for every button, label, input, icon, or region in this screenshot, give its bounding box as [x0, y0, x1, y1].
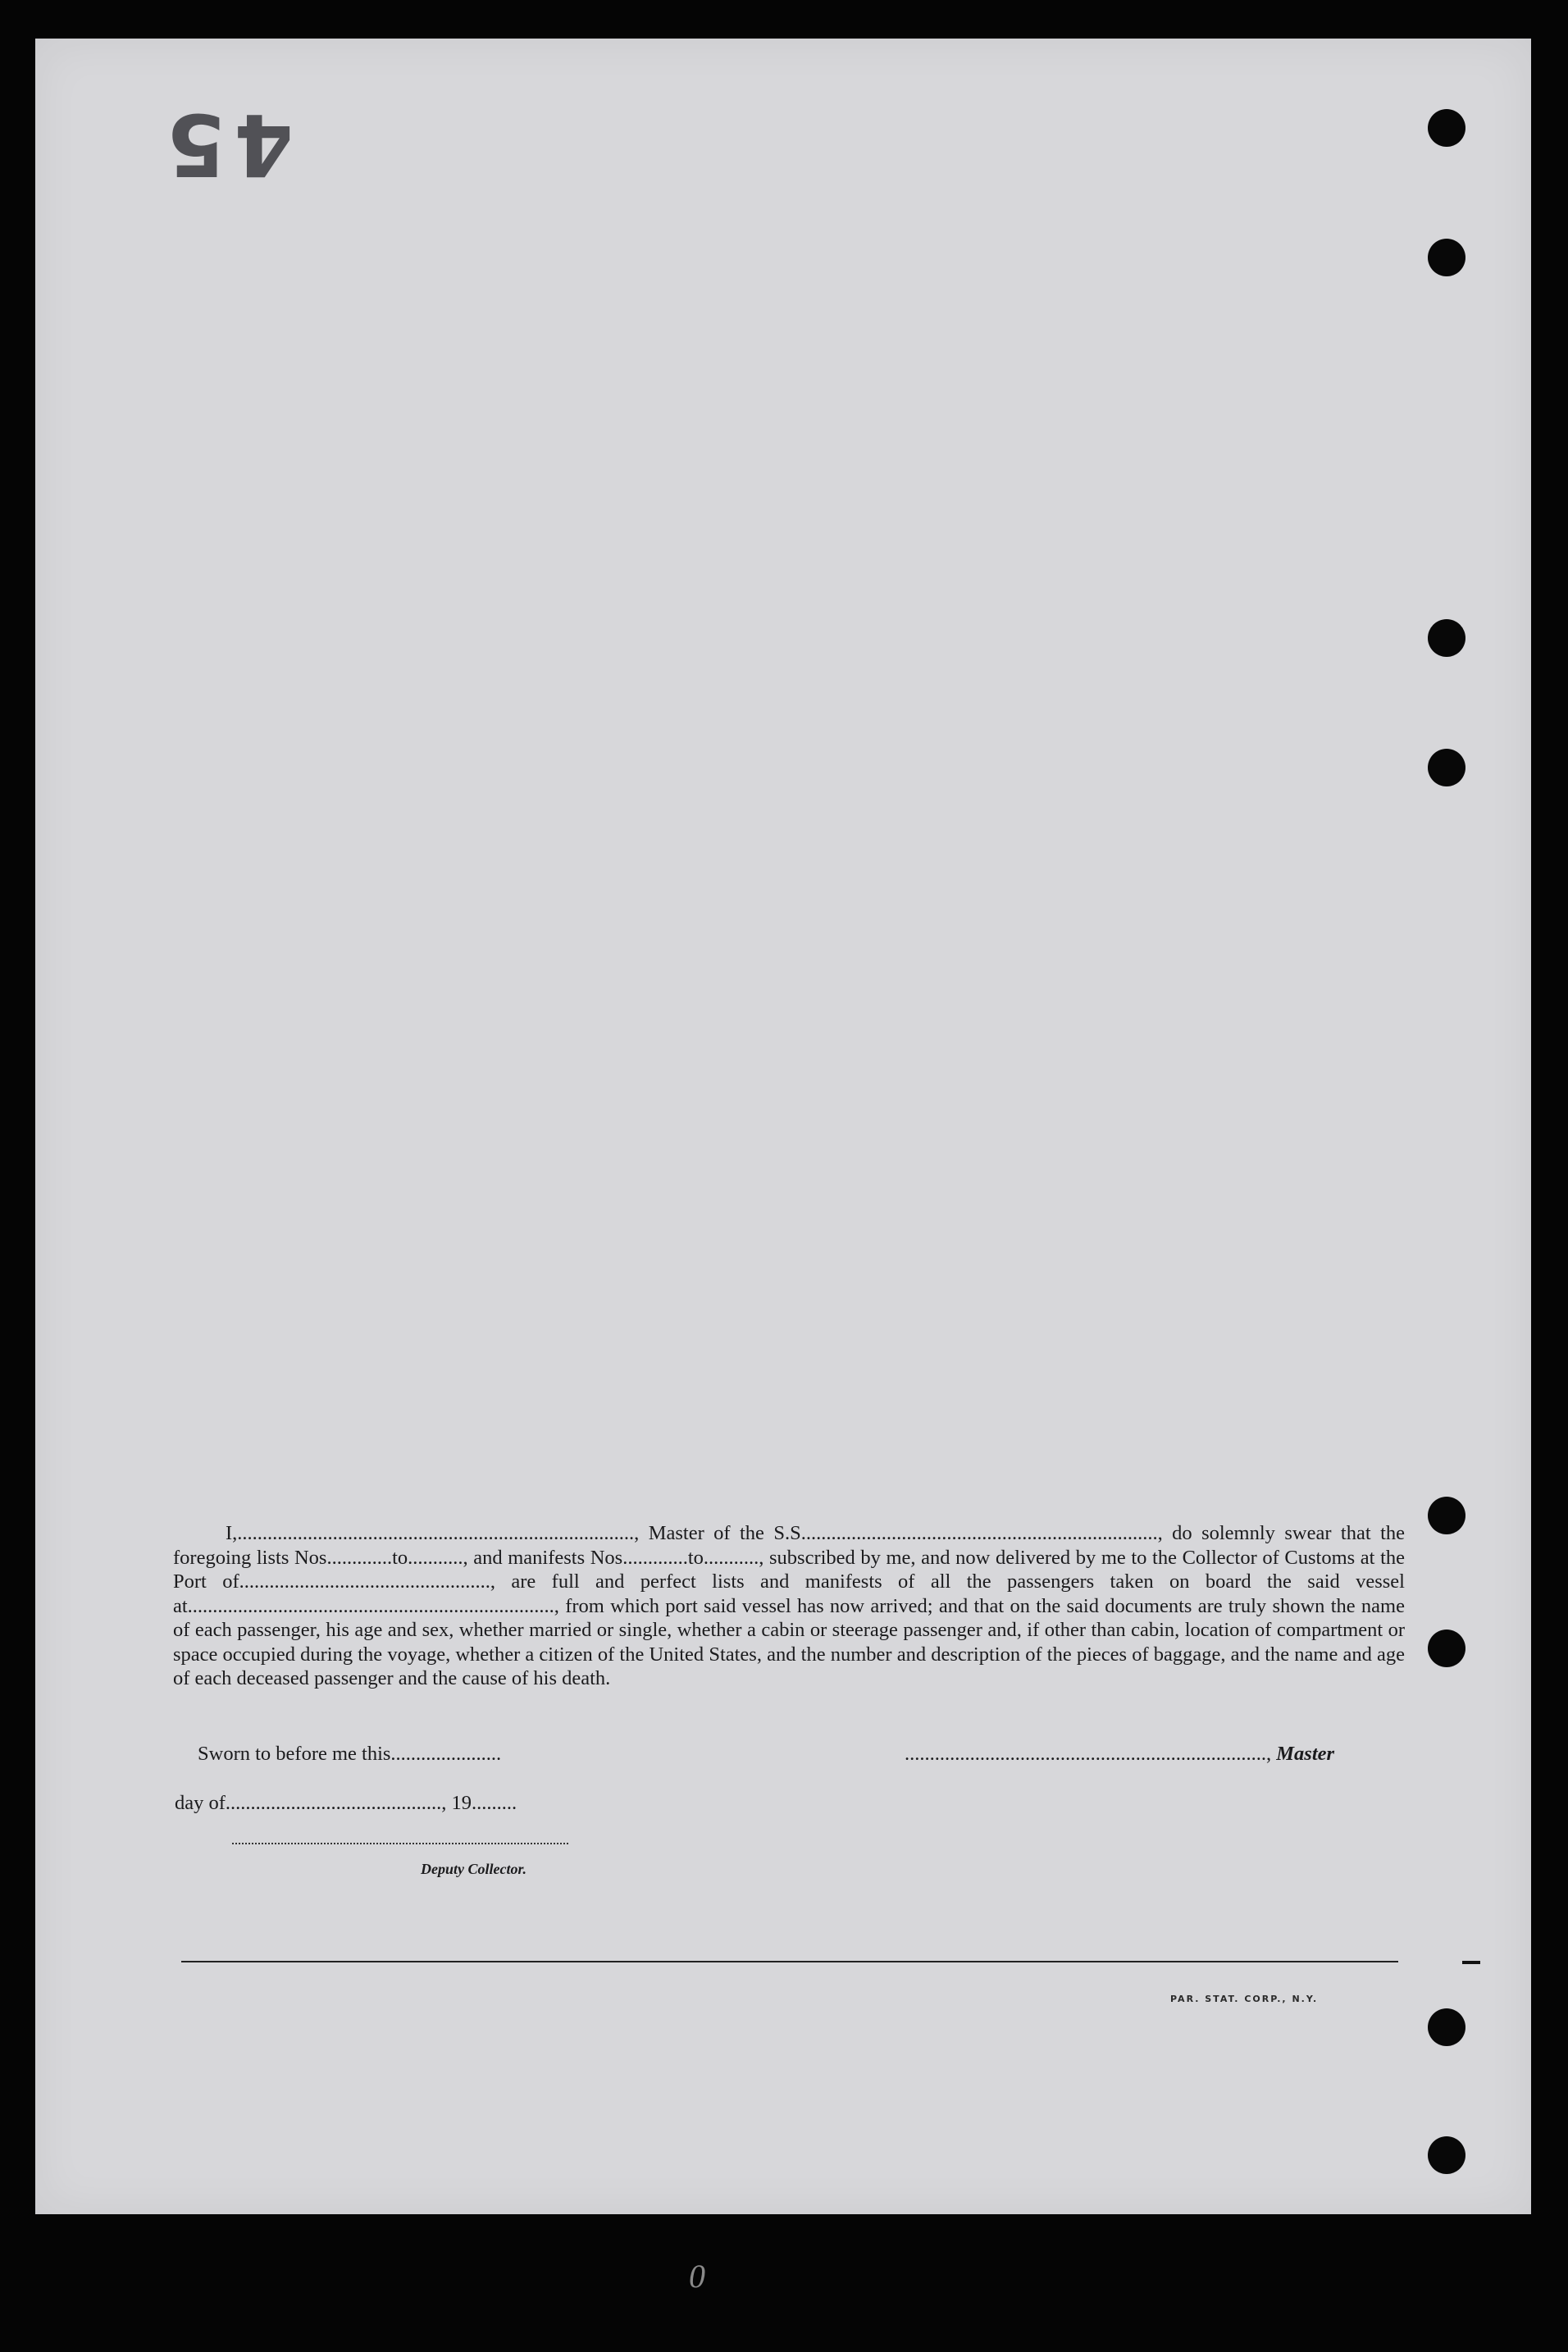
document-page — [35, 39, 1531, 2214]
margin-mark: 0 — [689, 2258, 705, 2295]
sworn-line: Sworn to before me this...................... — [198, 1743, 502, 1765]
punch-hole-3 — [1428, 619, 1465, 657]
master-signature-line — [905, 1743, 1334, 1766]
horizontal-rule — [181, 1961, 1398, 1962]
master-label: Master — [1276, 1743, 1335, 1765]
deputy-signature-dots — [232, 1841, 568, 1844]
punch-hole-8 — [1428, 2136, 1465, 2174]
punch-hole-7 — [1428, 2008, 1465, 2046]
deputy-collector-label: Deputy Collector. — [421, 1861, 526, 1877]
day-of-line: day of..........................................., 19......... — [175, 1792, 517, 1814]
printer-imprint: PAR. STAT. CORP., N.Y. — [1170, 1994, 1319, 2004]
punch-hole-2 — [1428, 239, 1465, 276]
rule-tick-mark — [1462, 1961, 1480, 1964]
master-dots: ........................................................................, — [905, 1743, 1272, 1765]
punch-hole-1 — [1428, 109, 1465, 147]
punch-hole-5 — [1428, 1497, 1465, 1534]
punch-hole-4 — [1428, 749, 1465, 786]
page-number: 45 — [158, 94, 294, 194]
oath-paragraph: I,..............................................................................., Master of the S.S......................................................................., do solemnly swear that the foregoing lists Nos.............to..........., and manifests Nos.............to..........., subscribed by me, and now delivered by me to the Collector of Customs at the Port of.................................................., are full and perfect lists and manifests of all the passengers taken on board the said vessel at........................................................................., from which port said vessel has now arrived; and that on the said documents are truly shown the name of each passenger, his age and sex, whether married or single, whether a cabin or steerage passenger and, if other than cabin, location of compartment or space occupied during the voyage, whether a citizen of the United States, and the number and description of the pieces of baggage, and the name and age of each deceased passenger and the cause of his death. — [173, 1522, 1405, 1689]
punch-hole-6 — [1428, 1630, 1465, 1667]
